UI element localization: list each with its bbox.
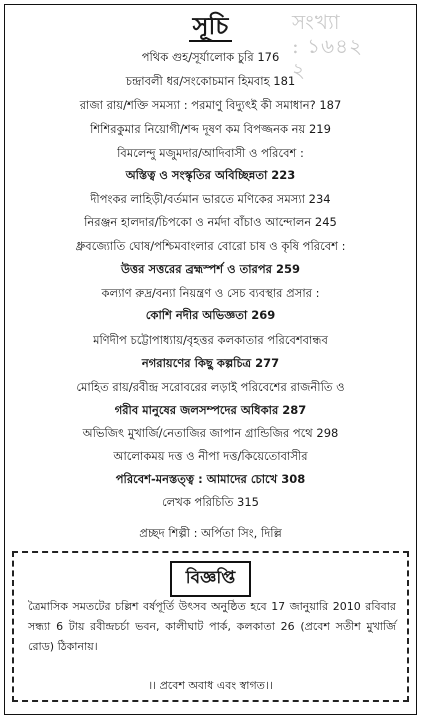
bleed-line: ২ [292,58,307,82]
toc-entry: বিমলেন্দু মজুমদার/আদিবাসী ও পরিবেশ : [117,146,304,160]
toc-entry: মোহিত রায়/রবীন্দ্র সরোবরের লড়াই পরিবেশের রাজনীতি ও [76,380,345,394]
toc-entry: শিশিরকুমার নিয়োগী/শব্দ দূষণ কম বিপজ্জনক নয় 219 [90,122,331,136]
notice-body: ত্রৈমাসিক সমতটের চল্লিশ বর্ষপূর্তি উৎসব অনুষ্ঠিত হবে 17 জানুয়ারি 2010 রবিবার সন্ধ্যা 6 টায় রবীন্দ্রচর্চা ভবন, কালীঘাট পার্ক, কলকাতা 26 (প্রবেশ সতীশ মুখার্জি রোড) ঠিকানায়। [28,600,396,653]
notice-welcome: ।। প্রবেশ অবাধ এবং স্বাগত।। [148,679,273,692]
toc-entry: ধ্রুবজ্যোতি ঘোষ/পশ্চিমবাংলার বোরো চাষ ও কৃষি পরিবেশ : [75,239,346,253]
bleed-line: সংখ্যা [292,10,341,34]
toc-entry: কল্যাণ রুদ্র/বন্যা নিয়ন্ত্রণ ও সেচ ব্যবস্থার প্রসার : [101,286,320,300]
toc-entry-continuation: নগরায়ণের কিছু কল্পচিত্র 277 [141,356,280,370]
toc-entry: পথিক গুহ/সূর্যালোক চুরি 176 [141,50,280,64]
toc-entry-continuation: উত্তর সত্তরের ব্রহ্মস্পর্শ ও তারপর 259 [120,262,301,276]
toc-entry-continuation: গরীব মানুষের জলসম্পদের অধিকার 287 [114,403,307,417]
toc-entry: দীপংকর লাহিড়ী/বর্তমান ভারতে মণিকের সমস্যা 234 [90,192,331,206]
toc-entry: রাজা রায়/শক্তি সমস্যা : পরমাণু বিদ্যুৎই কী সমাধান? 187 [79,98,342,112]
toc-entry-continuation: কোশি নদীর অভিজ্ঞতা 269 [145,308,276,322]
bleed-line: : ১৬৪২ [292,34,364,58]
toc-entry: লেখক পরিচিতি 315 [162,495,259,509]
toc-entry: নিরঞ্জন হালদার/চিপকো ও নর্মদা বাঁচাও আন্দোলন 245 [84,215,337,229]
cover-artist-credit: প্রচ্ছদ শিল্পী : অর্পিতা সিং, দিল্লি [139,526,282,540]
page-title [0,8,421,48]
notice-heading [14,561,407,597]
notice-box [12,551,409,702]
notice-heading-text: বিজ্ঞপ্তি [170,561,251,597]
page-title-text: সূচি [189,11,233,42]
toc-entry: মণিদীপ চট্টোপাধ্যায়/বৃহত্তর কলকাতার পরিবেশবান্ধব [93,333,328,347]
toc-entry-continuation: পরিবেশ-মনস্তত্ত্ব : আমাদের চোখে 308 [115,472,306,486]
toc-entry: আলোকময় দত্ত ও নীপা দত্ত/কিয়েতোবাসীর [113,449,308,463]
toc-entry-continuation: অস্তিত্ব ও সংস্কৃতির অবিচ্ছিন্নতা 223 [125,168,296,182]
toc-entry: চন্দ্রাবলী ধর/সংকোচমান হিমবাহ 181 [125,74,296,88]
toc-entry: অভিজিৎ মুখার্জি/নেতাজির জাপান গ্রান্ডিজির পথে 298 [82,426,339,440]
